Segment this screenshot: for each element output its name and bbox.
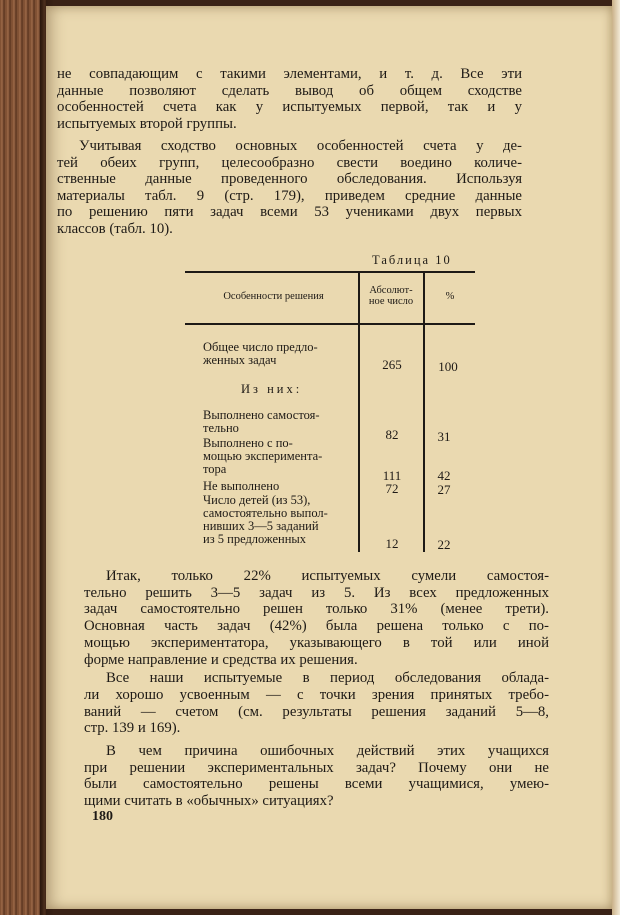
cell-abs: 82 bbox=[385, 427, 399, 442]
paragraph-3 bbox=[84, 568, 549, 668]
row-label bbox=[203, 409, 358, 435]
paragraph-4 bbox=[84, 670, 549, 737]
row-label-line: самостоятельно выпол- bbox=[203, 506, 328, 520]
column-header-absolute: Абсолют- ное число bbox=[368, 285, 414, 307]
table-header-rule bbox=[185, 323, 475, 325]
table-top-rule bbox=[185, 271, 475, 273]
text-line: щими считать в «обычных» ситуациях? bbox=[84, 793, 334, 810]
cell-abs: 265 bbox=[382, 357, 402, 372]
cell-pct: 31 bbox=[437, 429, 451, 444]
row-label-line: женных задач bbox=[203, 353, 277, 367]
table-column-divider bbox=[358, 271, 360, 552]
cell-abs: 111 bbox=[382, 468, 402, 483]
text-line: Все наши испытуемые в период обследования облада- bbox=[106, 670, 549, 687]
paragraph-1 bbox=[57, 66, 522, 132]
cell-pct: 42 bbox=[437, 468, 451, 483]
text-line: В чем причина ошибочных действий этих учащихся bbox=[106, 743, 549, 760]
cell-abs: 72 bbox=[385, 481, 399, 496]
text-line: Основная часть задач (42%) была решена только с по- bbox=[84, 618, 549, 635]
paragraph-5 bbox=[84, 743, 549, 810]
row-label-line: Не выполнено bbox=[203, 479, 280, 493]
cell-abs: 12 bbox=[385, 536, 399, 551]
text-line: испытуемых второй группы. bbox=[57, 115, 237, 132]
row-label-line: из 5 предложенных bbox=[203, 532, 307, 546]
text-line: данные позволяют сделать вывод об общем сходстве bbox=[57, 82, 522, 99]
text-line: мощью экспериментатора, указывающего в той или иной bbox=[84, 634, 549, 651]
text-line: форме направление и средства их решения. bbox=[84, 651, 358, 668]
text-line: материалы табл. 9 (стр. 179), приведем средние данные bbox=[57, 187, 522, 204]
row-label-line: мощью эксперимента- bbox=[203, 449, 323, 463]
text-line: были самостоятельно решены всеми учащимися, умею- bbox=[84, 776, 549, 793]
lower-text-block bbox=[84, 568, 549, 810]
text-line: Учитывая сходство основных особенностей счета у де- bbox=[79, 138, 522, 154]
text-line: особенностей счета как у испытуемых первой, так и у bbox=[57, 99, 522, 115]
row-label-line: тельно bbox=[203, 421, 239, 435]
row-label bbox=[203, 480, 358, 493]
page-number: 180 bbox=[92, 809, 113, 824]
text-line: классов (табл. 10). bbox=[57, 220, 173, 237]
text-line: не совпадающим с такими элементами, и т. д. Все эти bbox=[57, 66, 522, 82]
book-right-edge bbox=[612, 0, 620, 915]
table-caption: Таблица 10 bbox=[372, 253, 452, 267]
data-table bbox=[185, 271, 475, 552]
text-line: задач самостоятельно решен только 31% (менее трети). bbox=[84, 601, 549, 618]
upper-text-block bbox=[57, 66, 522, 237]
row-label-line: тора bbox=[203, 462, 227, 476]
row-label bbox=[203, 341, 358, 367]
table-column-divider bbox=[423, 271, 425, 552]
cell-pct: 22 bbox=[437, 537, 451, 552]
text-line: тей обеих групп, целесообразно свести воедино количе- bbox=[57, 154, 522, 171]
text-line: стр. 139 и 169). bbox=[84, 720, 181, 737]
column-header-features: Особенности решения bbox=[223, 291, 324, 302]
text-line: при решении экспериментальных задач? Почему они не bbox=[84, 759, 549, 776]
row-label bbox=[203, 494, 358, 546]
text-line: ли хорошо усвоенным — с точки зрения принятых требо- bbox=[84, 686, 549, 703]
row-label-line: нивших 3—5 заданий bbox=[203, 519, 319, 533]
cell-pct: 100 bbox=[438, 359, 458, 374]
row-label-line: Число детей (из 53), bbox=[203, 493, 311, 507]
text-line: по решению пяти задач всеми 53 учениками двух первых bbox=[57, 204, 522, 220]
text-line: Итак, только 22% испытуемых сумели самостоя- bbox=[106, 568, 549, 584]
row-label bbox=[203, 437, 358, 476]
cell-pct: 27 bbox=[437, 482, 451, 497]
text-line: ственные данные проведенного обследования. Используя bbox=[57, 171, 522, 187]
row-label bbox=[241, 383, 302, 396]
row-label-line: Из них: bbox=[241, 382, 303, 396]
row-label-line: Выполнено самостоя- bbox=[203, 408, 320, 422]
column-header-percent: % bbox=[445, 291, 455, 302]
text-line: тельно решить 3—5 задач из 5. Из всех предложенных bbox=[84, 584, 549, 601]
row-label-line: Выполнено с по- bbox=[203, 436, 293, 450]
paragraph-2 bbox=[57, 138, 522, 237]
text-line: ваний — счетом (см. результаты решения заданий 5—8, bbox=[84, 703, 549, 720]
row-label-line: Общее число предло- bbox=[203, 340, 318, 354]
